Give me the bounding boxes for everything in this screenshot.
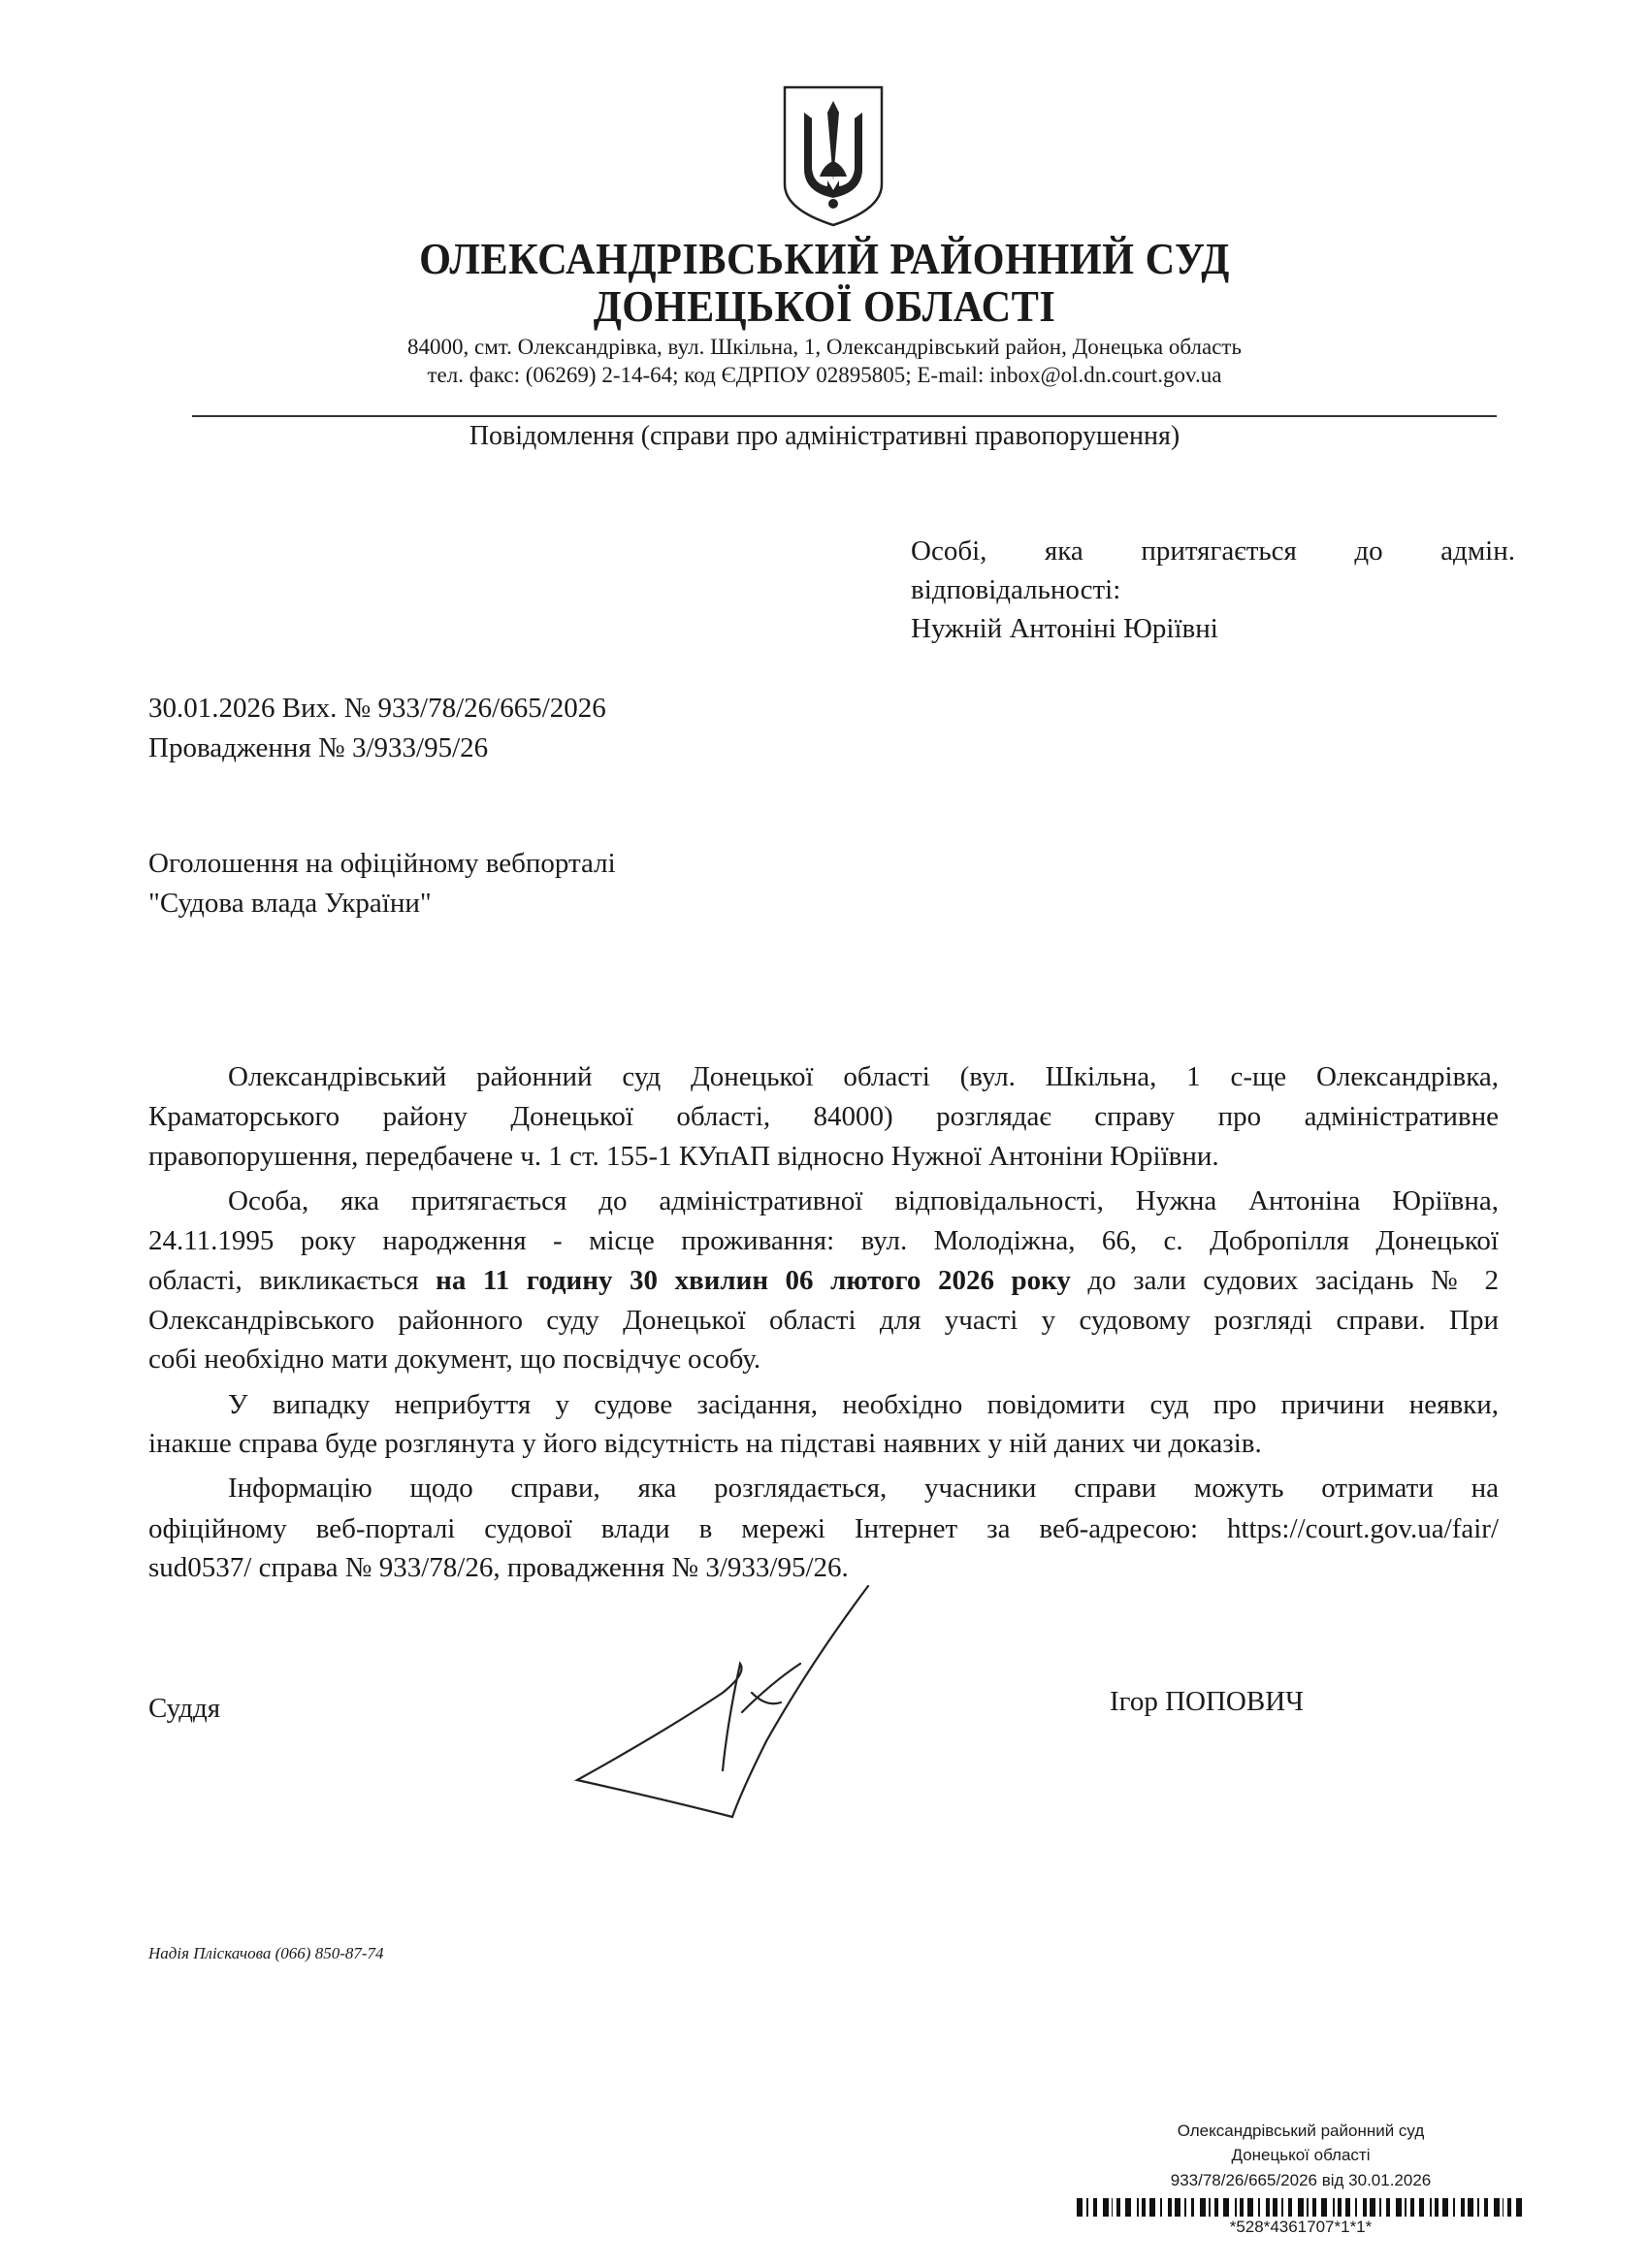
barcode-bar [1175,2198,1180,2217]
barcode-text: *528*4361707*1*1* [1229,2218,1373,2236]
body-text: області, викликається [148,1265,436,1296]
barcode-bar [1516,2198,1522,2217]
barcode-bar [1288,2198,1292,2217]
barcode-bar [1494,2198,1500,2217]
body-line: sud0537/ справа № 933/78/26, провадження № 3/933/95/26. [148,1552,849,1583]
barcode-bar [1103,2198,1109,2217]
barcode-bar [1223,2198,1229,2217]
registration-stamp-line1: Олександрівський районний суд [1177,2122,1425,2140]
barcode-bar [1370,2198,1375,2217]
barcode-bar [1093,2198,1097,2217]
addressee-name: Нужній Антоніні Юріївні [911,613,1218,644]
court-name-line1: ОЛЕКСАНДРІВСЬКИЙ РАЙОННИЙ СУД [419,234,1230,283]
court-name-line2: ДОНЕЦЬКОЇ ОБЛАСТІ [593,281,1056,331]
barcode-bar [1386,2198,1390,2217]
barcode-bar [1235,2198,1237,2217]
barcode-bar [1149,2198,1155,2217]
outgoing-number: 30.01.2026 Вих. № 933/78/26/665/2026 [148,693,606,724]
barcode-bar [1116,2198,1120,2217]
barcode-bar [1209,2198,1211,2217]
executor-contact: Надія Пліскачова (066) 850-87-74 [148,1944,384,1962]
barcode-bar [1273,2198,1278,2217]
court-contacts: тел. факс: (06269) 2-14-64; код ЄДРПОУ 02895805; E-mail: inbox@ol.dn.court.gov.ua [427,363,1222,387]
barcode-bar [1468,2198,1473,2217]
barcode-bar [1168,2198,1172,2217]
barcode [1077,2198,1528,2217]
barcode-bar [1477,2198,1479,2217]
barcode-bar [1410,2198,1414,2217]
barcode-bar [1338,2198,1342,2217]
barcode-bar [1363,2198,1367,2217]
barcode-bar [1442,2198,1448,2217]
document-subtitle: Повідомлення (справи про адміністративні правопорушення) [469,421,1180,451]
body-line: Особа, яка притягається до адміністративної відповідальності, Нужна Антоніна Юріївна, [228,1185,1499,1216]
addressee-line2: відповідальності: [911,574,1121,605]
barcode-bar [1137,2198,1139,2217]
signatory-role: Суддя [148,1693,221,1724]
barcode-bar [1453,2198,1455,2217]
body-line: собі необхідно мати документ, що посвідчує особу. [148,1344,761,1375]
barcode-bar [1281,2198,1283,2217]
barcode-bar [1484,2198,1488,2217]
announcement-line1: Оголошення на офіційному вебпорталі [148,848,616,879]
announcement-line2: "Судова влада України" [148,888,432,919]
registration-stamp-line2: Донецької області [1231,2146,1371,2164]
barcode-bar [1461,2198,1465,2217]
barcode-bar [1240,2198,1244,2217]
barcode-bar [1405,2198,1406,2217]
barcode-bar [1503,2198,1504,2217]
barcode-bar [1396,2198,1402,2217]
body-line: Олександрівського районного суду Донецької області для участі у судовому розгляді справи. При [148,1305,1499,1336]
barcode-bar [1266,2198,1270,2217]
barcode-bar [1086,2198,1088,2217]
addressee-block [911,535,1515,652]
barcode-bar [1200,2198,1206,2217]
body-text: до зали судових засідань № 2 [1070,1265,1499,1296]
barcode-bar [1307,2198,1309,2217]
barcode-bar [1355,2198,1357,2217]
handwritten-signature [558,1576,878,1829]
barcode-bar [1142,2198,1146,2217]
barcode-bar [1112,2198,1114,2217]
barcode-bar [1430,2198,1432,2217]
barcode-bar [1247,2198,1253,2217]
barcode-bar [1435,2198,1439,2217]
court-address: 84000, смт. Олександрівка, вул. Шкільна, 1, Олександрівський район, Донецька область [407,335,1242,359]
addressee-line1: Особі, яка притягається до адмін. [911,535,1515,567]
proceeding-number: Провадження № 3/933/95/26 [148,732,489,763]
barcode-bar [1214,2198,1218,2217]
body-line: Олександрівський районний суд Донецької області (вул. Шкільна, 1 с-ще Олександрівка, [228,1061,1499,1092]
barcode-bar [1379,2198,1381,2217]
barcode-bar [1298,2198,1304,2217]
barcode-bar [1507,2198,1511,2217]
body-line: 24.11.1995 року народження - місце проживання: вул. Молодіжна, 66, с. Добропілля Донецької [148,1225,1499,1256]
barcode-bar [1419,2198,1425,2217]
body-line: Краматорського району Донецької області, 84000) розглядає справу про адміністративне [148,1101,1499,1132]
barcode-bar [1077,2198,1083,2217]
barcode-bar [1125,2198,1131,2217]
barcode-bar [1191,2198,1195,2217]
barcode-bar [1160,2198,1162,2217]
hearing-datetime: на 11 годину 30 хвилин 06 лютого 2026 року [436,1265,1071,1296]
barcode-bar [1321,2198,1327,2217]
coat-of-arms-trident-icon [781,83,886,229]
barcode-bar [1333,2198,1335,2217]
body-line: офіційному веб-порталі судової влади в мережі Інтернет за веб-адресою: https://court.gov.ua/fair/ [148,1513,1499,1544]
body-line: Інформацію щодо справи, яка розглядається, учасники справи можуть отримати на [228,1473,1499,1504]
body-line: інакше справа буде розглянута у його відсутність на підставі наявних у ній даних чи доказів. [148,1428,1262,1459]
barcode-bar [1258,2198,1260,2217]
header-divider [192,415,1497,417]
barcode-bar [1312,2198,1316,2217]
barcode-bar [1184,2198,1186,2217]
barcode-bar [1345,2198,1351,2217]
body-line: У випадку неприбуття у судове засідання, необхідно повідомити суд про причини неявки, [228,1389,1499,1420]
signatory-name: Ігор ПОПОВИЧ [1110,1686,1304,1717]
registration-number: 933/78/26/665/2026 від 30.01.2026 [1170,2171,1432,2189]
body-line: правопорушення, передбачене ч. 1 ст. 155-1 КУпАП відносно Нужної Антоніни Юріївни. [148,1141,1219,1172]
hearing-time-line [148,1265,1499,1297]
